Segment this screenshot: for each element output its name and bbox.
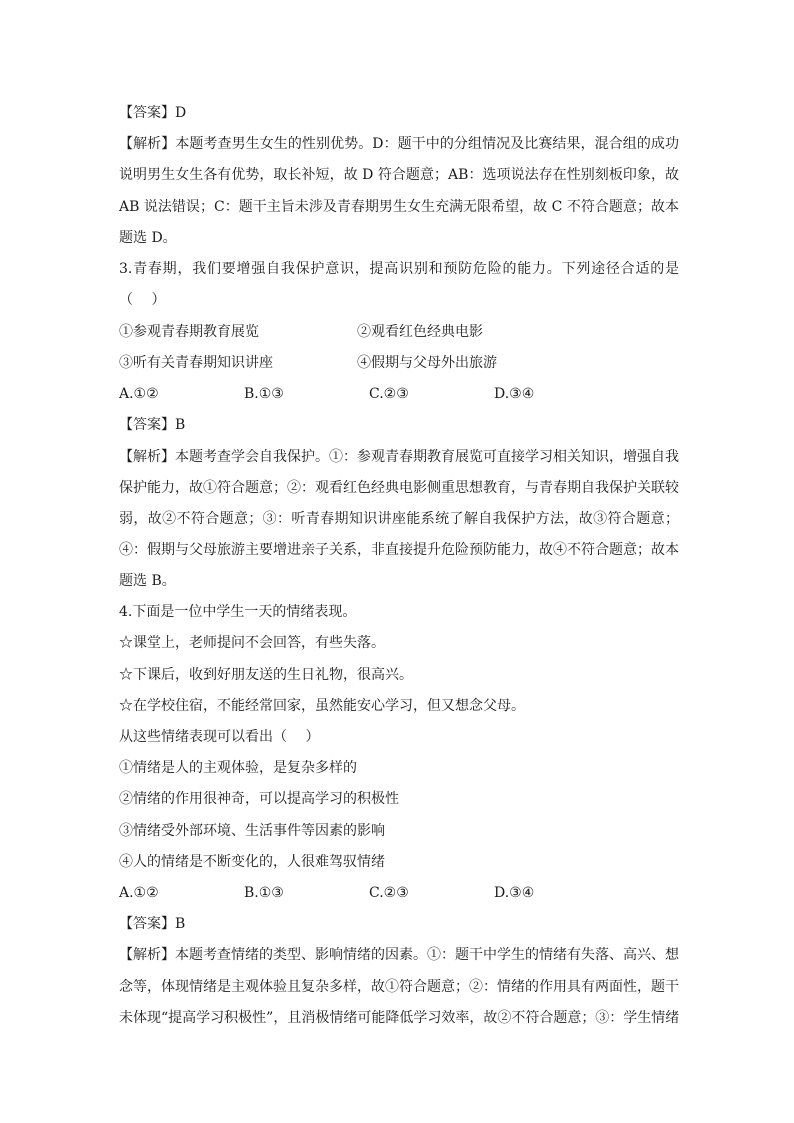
q4-choice-a: A.①② [119, 885, 159, 901]
q3-analysis-line: 题选 B。 [119, 573, 176, 589]
q3-option-2: ②观看红色经典电影 [357, 324, 483, 340]
q3-analysis-line: 保护能力，故①符合题意；②：观看红色经典电影侧重思想教育，与青春期自我保护关联较 [119, 480, 679, 496]
q4-stem: 4.下面是一位中学生一天的情绪表现。 [119, 604, 357, 620]
q3-option-row [119, 322, 679, 342]
q4-item: ☆下课后，收到好朋友送的生日礼物，很高兴。 [119, 667, 413, 683]
q4-option: ③情绪受外部环境、生活事件等因素的影响 [119, 823, 385, 839]
q4-item: ☆课堂上，老师提问不会回答，有些失落。 [119, 635, 385, 651]
q4-option: ②情绪的作用很神奇，可以提高学习的积极性 [119, 791, 399, 807]
q3-choice-d: D.③④ [494, 386, 535, 402]
q3-answer: 【答案】B [119, 417, 186, 433]
q4-answer: 【答案】B [119, 916, 186, 932]
q3-option-row [119, 353, 679, 373]
q2-answer: 【答案】D [119, 105, 187, 121]
q3-analysis-line: 弱，故②不符合题意；③：听青春期知识讲座能系统了解自我保护方法，故③符合题意； [119, 511, 679, 527]
q4-choice-b: B.①③ [244, 885, 284, 901]
q4-question: 从这些情绪表现可以看出（ ） [119, 729, 320, 745]
q3-choice-c: C.②③ [369, 386, 409, 402]
q2-analysis-line: 【解析】本题考查男生女生的性别优势。D：题干中的分组情况及比赛结果，混合组的成功 [119, 136, 679, 152]
q4-option: ①情绪是人的主观体验，是复杂多样的 [119, 760, 357, 776]
q4-choice-d: D.③④ [494, 885, 535, 901]
q4-option: ④人的情绪是不断变化的，人很难驾驭情绪 [119, 854, 385, 870]
q2-analysis-line: 说明男生女生各有优势，取长补短，故 D 符合题意；AB：选项说法存在性别刻板印象，故 [119, 167, 679, 183]
q3-stem: 3.青春期，我们要增强自我保护意识，提高识别和预防危险的能力。下列途径合适的是 [119, 261, 679, 277]
q3-analysis-line: ④：假期与父母旅游主要增进亲子关系，非直接提升危险预防能力，故④不符合题意；故本 [119, 542, 679, 558]
q3-option-4: ④假期与父母外出旅游 [357, 355, 497, 371]
q3-stem-blank: （ ） [119, 292, 166, 308]
q3-choice-a: A.①② [119, 386, 159, 402]
q4-analysis-line: 未体现“提高学习积极性”，且消极情绪可能降低学习效率，故②不符合题意；③：学生情绪 [119, 1010, 680, 1026]
q4-choice-c: C.②③ [369, 885, 409, 901]
q4-analysis-line: 念等，体现情绪是主观体验且复杂多样，故①符合题意；②：情绪的作用具有两面性，题干 [119, 979, 679, 995]
q2-analysis-line: AB 说法错误；C：题干主旨未涉及青春期男生女生充满无限希望，故 C 不符合题意；故本 [119, 199, 679, 215]
q3-analysis-line: 【解析】本题考查学会自我保护。①：参观青春期教育展览可直接学习相关知识，增强自我 [119, 449, 679, 465]
q4-item: ☆在学校住宿，不能经常回家，虽然能安心学习，但又想念父母。 [119, 698, 525, 714]
q3-option-3: ③听有关青春期知识讲座 [119, 355, 273, 371]
q3-choice-b: B.①③ [244, 386, 284, 402]
q2-analysis-line: 题选 D。 [119, 230, 177, 246]
q4-analysis-line: 【解析】本题考查情绪的类型、影响情绪的因素。①：题干中学生的情绪有失落、高兴、想 [119, 947, 679, 963]
q3-option-1: ①参观青春期教育展览 [119, 324, 259, 340]
